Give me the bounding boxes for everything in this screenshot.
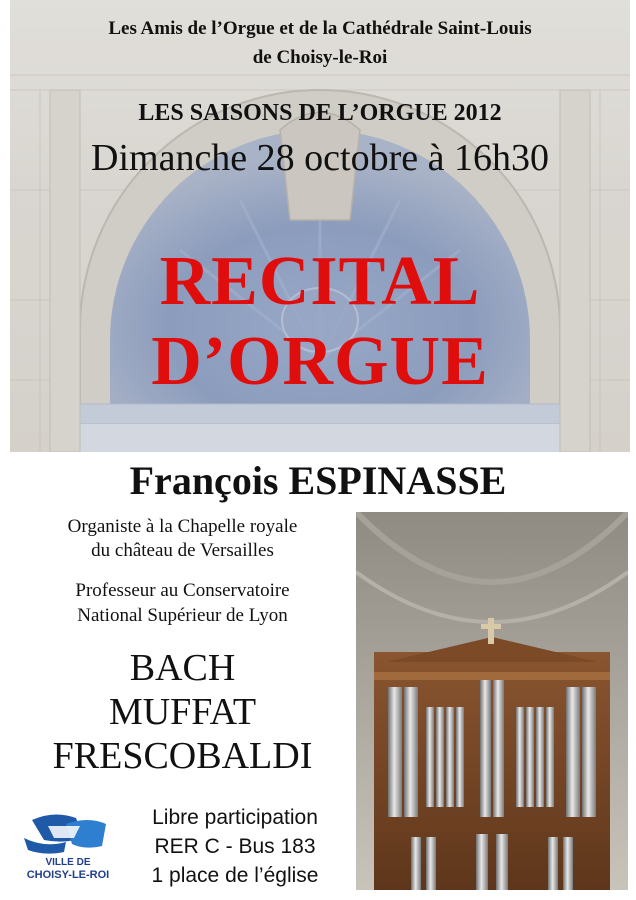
logo-text-line-2: CHOISY-LE-ROI	[26, 869, 110, 881]
performer-role-2-line-2: National Supérieur de Lyon	[77, 605, 288, 626]
event-title-line-2: D’ORGUE	[151, 323, 489, 400]
admission-info: Libre participation	[152, 806, 318, 829]
transport-info: RER C - Bus 183	[154, 835, 316, 858]
event-date: Dimanche 28 octobre à 16h30	[91, 137, 549, 179]
city-logo	[14, 808, 122, 886]
logo-text-line-1: VILLE DE	[45, 857, 91, 868]
season-title: LES SAISONS DE L’ORGUE 2012	[138, 100, 502, 126]
composer-3: FRESCOBALDI	[52, 735, 313, 777]
hero-cathedral-image	[10, 0, 630, 452]
composer-2: MUFFAT	[108, 691, 257, 733]
event-title-line-1: RECITAL	[159, 243, 481, 320]
organizer-line-1: Les Amis de l’Orgue et de la Cathédrale Saint-Louis	[108, 18, 532, 39]
performer-role-1-line-1: Organiste à la Chapelle royale	[67, 516, 298, 537]
organizer-line-2: de Choisy-le-Roi	[252, 47, 388, 68]
composer-1: BACH	[129, 647, 236, 689]
pipe-organ-image	[356, 512, 628, 890]
performer-role-1-line-2: du château de Versailles	[91, 540, 274, 561]
performer-name: François ESPINASSE	[129, 458, 507, 503]
city-logo-emblem-icon	[14, 808, 122, 858]
pipe-organ-illustration	[356, 512, 628, 890]
address-info: 1 place de l’église	[151, 864, 319, 887]
performer-role-2-line-1: Professeur au Conservatoire	[75, 580, 290, 601]
